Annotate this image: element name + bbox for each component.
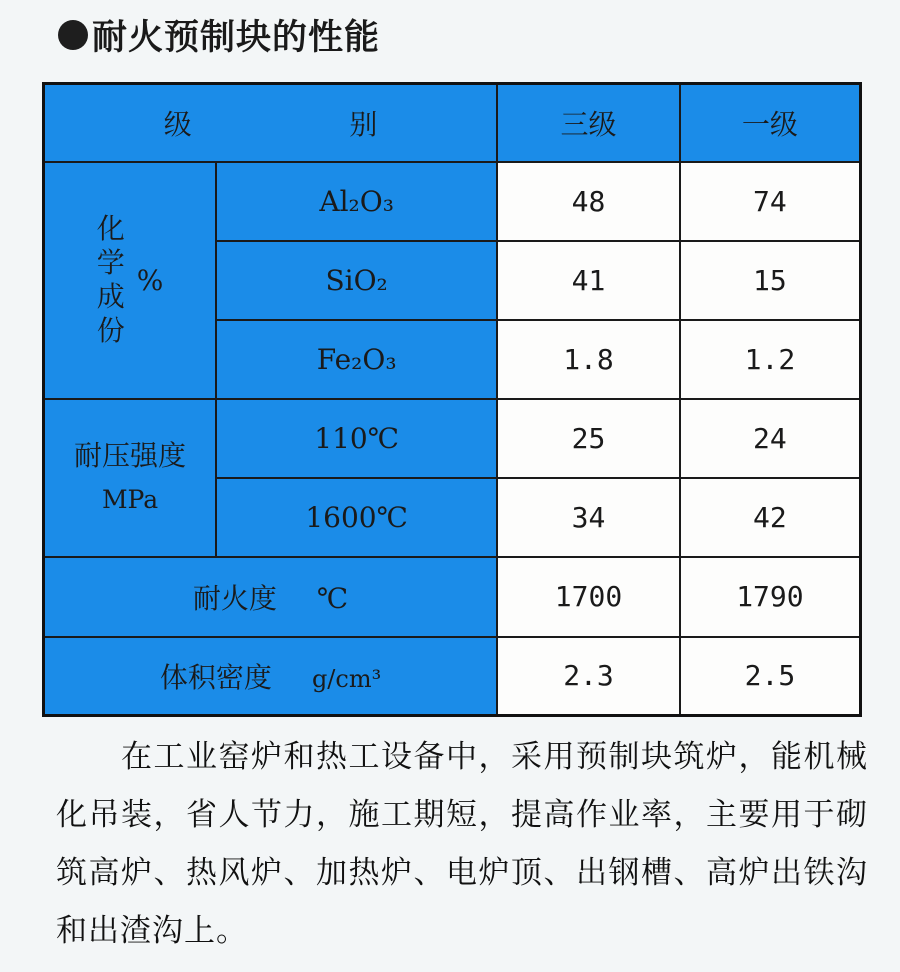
properties-table [42, 82, 862, 717]
strength-unit: MPa [101, 484, 159, 514]
section-title [58, 10, 380, 60]
refractoriness-label: 耐火度 ℃ [44, 557, 498, 637]
header-grade1: 一级 [680, 84, 861, 162]
density-label: 体积密度 g/cm³ [44, 637, 498, 716]
cell-value: 48 [497, 162, 680, 241]
cell-value: 2.5 [680, 637, 861, 716]
cell-value: 1790 [680, 557, 861, 637]
row-name: SiO₂ [216, 241, 497, 320]
cell-value: 34 [497, 478, 680, 557]
bullet-dot-icon [58, 20, 88, 50]
cell-value: 1700 [497, 557, 680, 637]
title-text: 耐火预制块的性能 [92, 18, 381, 58]
chem-unit: % [136, 263, 164, 297]
cell-value: 24 [680, 399, 861, 478]
refractoriness-unit: ℃ [316, 581, 349, 615]
table-row [44, 399, 861, 478]
strength-label: 耐压强度 MPa [44, 399, 217, 557]
cell-value: 1.2 [680, 320, 861, 399]
row-name: 1600℃ [216, 478, 497, 557]
table-header-row [44, 84, 861, 162]
row-name: Al₂O₃ [216, 162, 497, 241]
table-row [44, 637, 861, 716]
table-row [44, 162, 861, 241]
description-paragraph: 在工业窑炉和热工设备中，采用预制块筑炉，能机械化吊装，省人节力，施工期短，提高作业率，主要用于砌筑高炉、热风炉、加热炉、电炉顶、出钢槽、高炉出铁沟和出渣沟上。 [56, 739, 868, 949]
table-row [44, 557, 861, 637]
cell-value: 15 [680, 241, 861, 320]
cell-value: 2.3 [497, 637, 680, 716]
cell-value: 74 [680, 162, 861, 241]
cell-value: 25 [497, 399, 680, 478]
row-name: 110℃ [216, 399, 497, 478]
cell-value: 41 [497, 241, 680, 320]
cell-value: 1.8 [497, 320, 680, 399]
row-name: Fe₂O₃ [216, 320, 497, 399]
header-grade3: 三级 [497, 84, 680, 162]
cell-value: 42 [680, 478, 861, 557]
chem-composition-label: 化 学 成 份 % [44, 162, 217, 399]
density-unit: g/cm³ [311, 664, 382, 693]
header-grade-label: 级 别 [44, 84, 498, 162]
